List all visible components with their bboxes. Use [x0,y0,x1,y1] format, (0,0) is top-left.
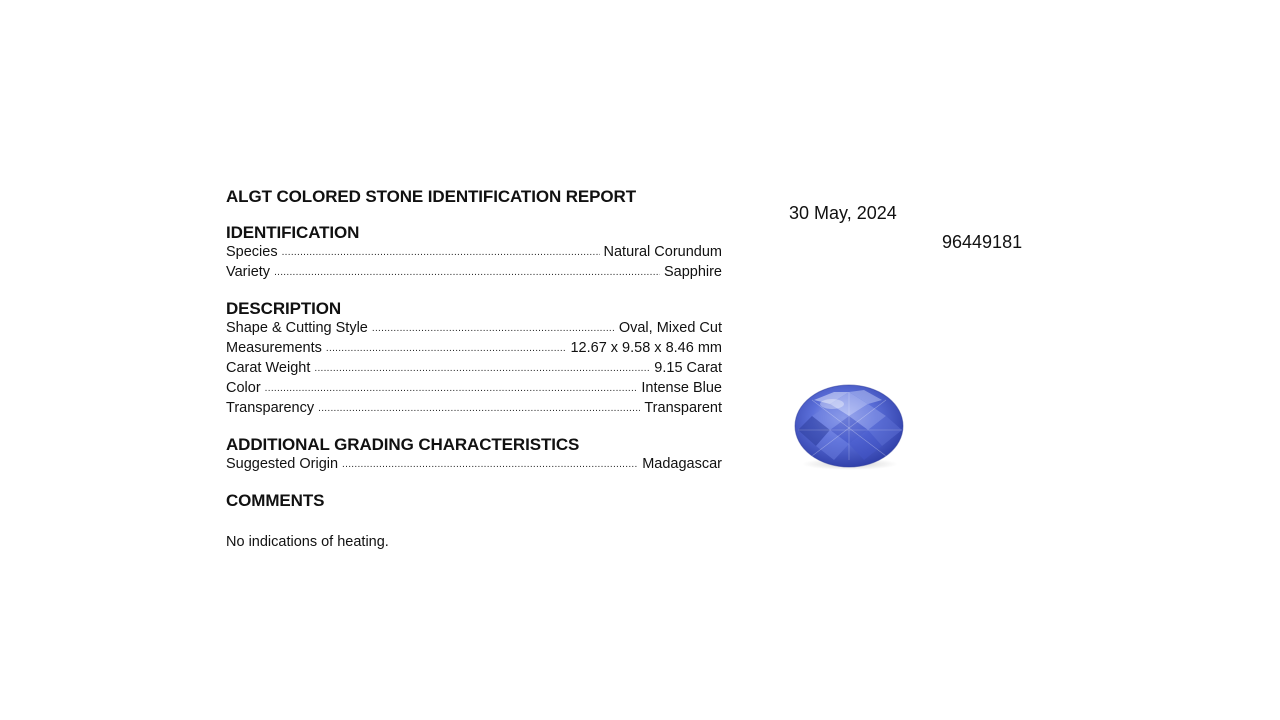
variety-row [226,263,722,283]
row-label: Measurements [226,340,322,356]
report-date: 30 May, 2024 [789,203,897,223]
comments-text: No indications of heating. [226,534,389,550]
row-value: 9.15 Carat [654,360,722,376]
row-label: Suggested Origin [226,456,339,472]
row-label: Transparency [226,400,315,416]
identification-section [226,223,722,283]
measurements-row [226,339,722,359]
transparency-row [226,399,722,419]
dot-leader [372,318,615,338]
identification-heading: IDENTIFICATION [226,223,360,242]
description-rows [226,319,722,419]
dot-leader [314,358,650,378]
additional-heading: ADDITIONAL GRADING CHARACTERISTICS [226,435,580,454]
origin-row [226,455,722,475]
report-title: ALGT COLORED STONE IDENTIFICATION REPORT [226,187,636,206]
row-value: 12.67 x 9.58 x 8.46 mm [570,340,722,356]
row-label: Carat Weight [226,360,311,376]
row-value: Transparent [644,400,722,416]
species-row [226,243,722,263]
row-value: Oval, Mixed Cut [618,320,722,336]
color-row [226,379,722,399]
oval-sapphire-image [790,380,910,472]
row-label: Species [226,244,278,260]
shape-row [226,319,722,339]
dot-leader [265,378,638,398]
carat-weight-row [226,359,722,379]
additional-section [226,435,722,475]
comments-heading: COMMENTS [226,491,325,510]
report-number: 96449181 [942,232,1023,252]
row-label: Color [226,380,261,396]
description-section [226,299,722,419]
comments-section [226,491,722,551]
row-label: Variety [226,264,271,280]
row-label: Shape & Cutting Style [226,320,368,336]
row-value: Madagascar [642,456,722,472]
description-heading: DESCRIPTION [226,299,342,318]
additional-rows [226,455,722,475]
report-body [226,186,722,551]
row-value: Natural Corundum [603,244,722,260]
dot-leader [274,262,660,282]
dot-leader [318,398,640,418]
row-value: Sapphire [663,264,722,280]
dot-leader [326,338,567,358]
dot-leader [342,454,638,474]
dot-leader [282,242,600,262]
row-value: Intense Blue [641,380,722,396]
identification-rows [226,243,722,283]
